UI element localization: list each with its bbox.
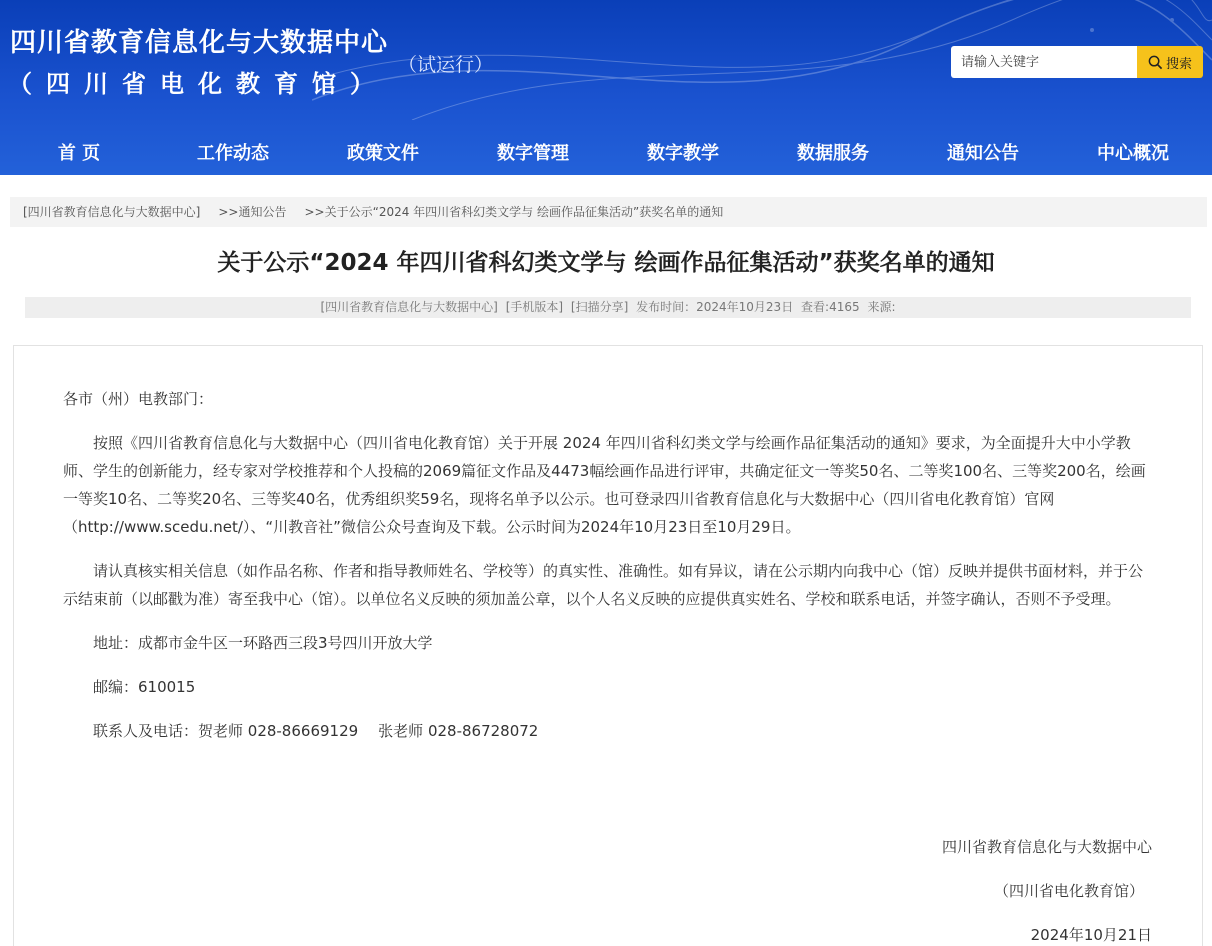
trial-label: （试运行） [398,54,494,76]
article-contacts [63,717,1153,745]
search-icon [1148,55,1163,70]
article-title: 关于公示“2024 年四川省科幻类文学与 绘画作品征集活动”获奖名单的通知 [217,250,995,276]
article-body [63,385,1153,761]
nav-item-home[interactable]: 首 页 [57,143,101,164]
article-address: 地址：成都市金牛区一环路西三段3号四川开放大学 [93,634,433,652]
site-subtitle: （四川省电化教育馆） [8,69,388,98]
meta-views: 查看:4165 [801,300,860,314]
signature-org-alt: （四川省电化教育馆） [993,882,1144,900]
article-meta [25,297,1191,318]
nav-item-digital-management[interactable]: 数字管理 [497,143,569,164]
nav-item-work-news[interactable]: 工作动态 [197,143,269,164]
nav-item-notices[interactable]: 通知公告 [947,143,1019,164]
search-button[interactable] [1137,46,1203,78]
breadcrumb-section[interactable]: >>通知公告 [218,205,287,219]
main-nav [0,133,1212,175]
meta-mobile-version[interactable]: [手机版本] [505,300,564,314]
article-paragraph-2: 请认真核实相关信息（如作品名称、作者和指导教师姓名、学校等）的真实性、准确性。如有异议，请在公示期内向我中心（馆）反映并提供书面材料，并于公示结束前（以邮戳为准）寄至我中心（馆）。以单位名义反映的须加盖公章，以个人名义反映的应提供真实姓名、学校和联系电话，并签字确认，否则不予受理。 [63,562,1144,608]
article-paragraph-1: 按照《四川省教育信息化与大数据中心（四川省电化教育馆）关于开展 2024 年四川省科幻类文学与绘画作品征集活动的通知》要求，为全面提升大中小学教师、学生的创新能力，经专家对学校推荐和个人投稿的2069篇征文作品及4473幅绘画作品进行评审，共确定征文一等奖50名、二等奖100名、三等奖200名，绘画一等奖10名、二等奖20名、三等奖40名，优秀组织奖59名，现将名单予以公示。也可登录四川省教育信息化与大数据中心（四川省电化教育馆）官网（http://www.scedu.net/）、“川教音社”微信公众号查询及下载。公示时间为2024年10月23日至10月29日。 [63,434,1146,536]
breadcrumb [10,197,1207,227]
meta-origin: 来源: [867,300,896,314]
breadcrumb-home[interactable]: [四川省教育信息化与大数据中心] [23,205,201,219]
signature-date: 2024年10月21日 [1030,926,1152,944]
signature-org: 四川省教育信息化与大数据中心 [941,838,1152,856]
nav-item-data-service[interactable]: 数据服务 [797,143,869,164]
search-input[interactable] [951,46,1138,78]
nav-item-about[interactable]: 中心概况 [1097,143,1169,164]
nav-item-digital-teaching[interactable]: 数字教学 [647,143,719,164]
meta-publish-time: 发布时间：2024年10月23日 [636,300,794,314]
meta-scan-share[interactable]: [扫描分享] [570,300,629,314]
article-postcode: 邮编：610015 [93,678,196,696]
meta-source-site[interactable]: [四川省教育信息化与大数据中心] [320,300,498,314]
search-button-label: 搜索 [1165,56,1192,72]
header-banner [0,0,1212,175]
contact-he: 联系人及电话：贺老师 028-86669129 [93,722,359,740]
site-title: 四川省教育信息化与大数据中心 [10,28,389,58]
nav-item-policy[interactable]: 政策文件 [347,143,419,164]
breadcrumb-current[interactable]: >>关于公示“2024 年四川省科幻类文学与 绘画作品征集活动”获奖名单的通知 [304,205,724,219]
article-salutation: 各市（州）电教部门： [63,390,214,408]
contact-zhang: 张老师 028-86728072 [378,722,539,740]
